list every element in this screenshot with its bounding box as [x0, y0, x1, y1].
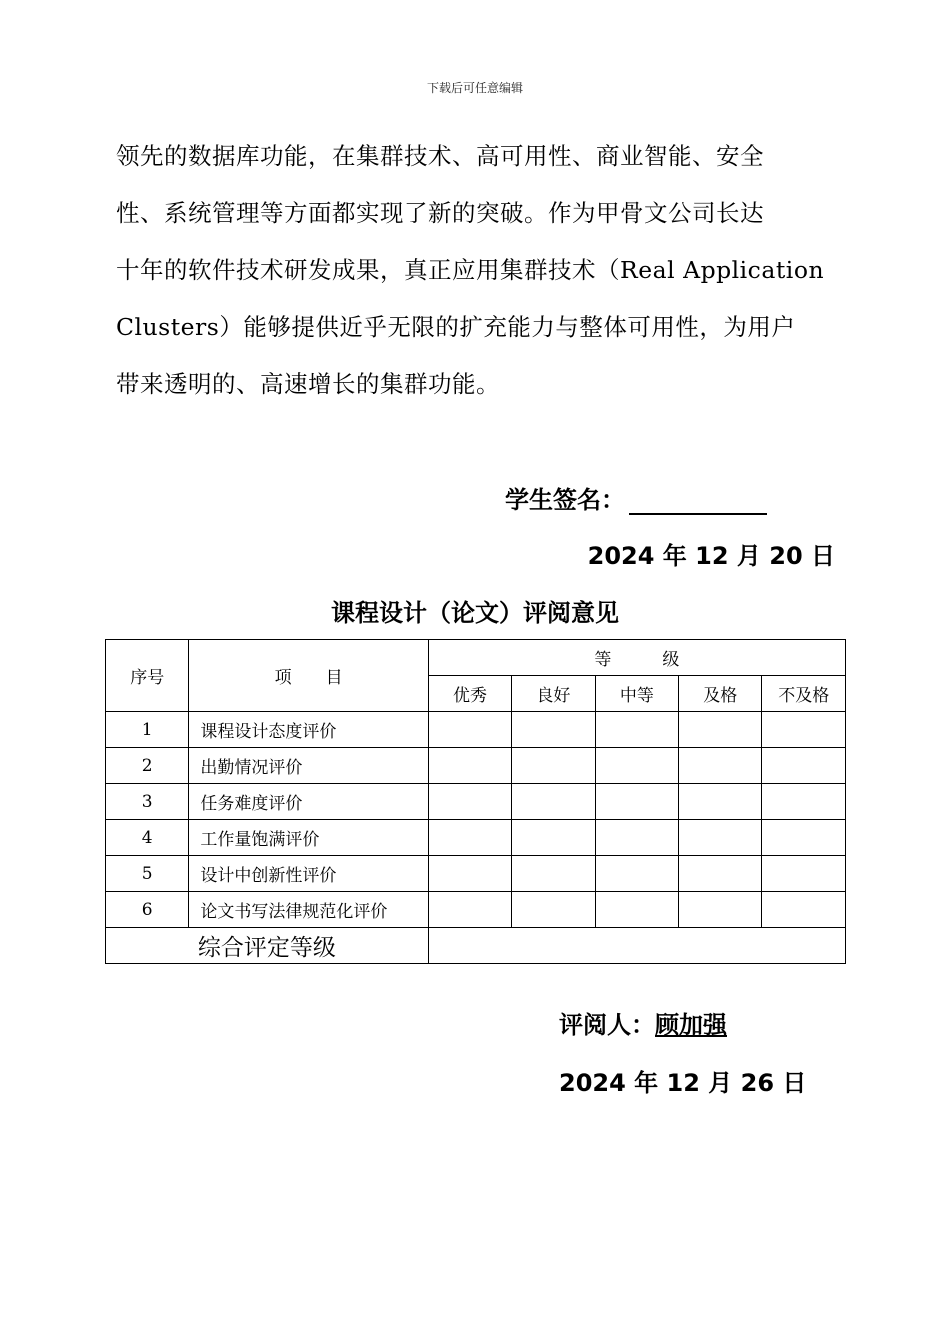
grade-cell[interactable]	[762, 712, 846, 748]
grade-cell[interactable]	[595, 784, 678, 820]
grade-pass: 及格	[679, 676, 762, 712]
row-item: 工作量饱满评价	[189, 820, 428, 856]
final-grade-row	[106, 928, 846, 964]
table-row	[106, 892, 846, 928]
row-no: 5	[106, 856, 189, 892]
grade-medium: 中等	[595, 676, 678, 712]
grade-cell[interactable]	[512, 820, 595, 856]
review-date: 2024 年 12 月 26 日	[559, 1069, 807, 1097]
grade-good: 良好	[512, 676, 595, 712]
grade-cell[interactable]	[679, 856, 762, 892]
grade-cell[interactable]	[762, 820, 846, 856]
row-item: 论文书写法律规范化评价	[189, 892, 428, 928]
grade-cell[interactable]	[512, 712, 595, 748]
paragraph-line: 十年的软件技术研发成果，真正应用集群技术（Real Application	[116, 256, 825, 284]
grade-cell[interactable]	[595, 748, 678, 784]
grade-cell[interactable]	[679, 784, 762, 820]
grade-cell[interactable]	[679, 892, 762, 928]
row-item: 任务难度评价	[189, 784, 428, 820]
grade-cell[interactable]	[428, 784, 511, 820]
reviewer-line	[559, 1005, 727, 1040]
header-grade: 等 级	[428, 640, 845, 676]
grade-cell[interactable]	[512, 784, 595, 820]
reviewer-label: 评阅人：	[559, 1011, 655, 1039]
grade-cell[interactable]	[595, 892, 678, 928]
grade-cell[interactable]	[428, 892, 511, 928]
grade-cell[interactable]	[762, 856, 846, 892]
student-signature	[505, 480, 767, 515]
grade-cell[interactable]	[428, 856, 511, 892]
paragraph-line: 性、系统管理等方面都实现了新的突破。作为甲骨文公司长达	[116, 199, 764, 227]
header-note: 下载后可任意编辑	[426, 81, 523, 95]
paragraph-line: Clusters）能够提供近乎无限的扩充能力与整体可用性，为用户	[116, 313, 796, 341]
table-row	[106, 784, 846, 820]
reviewer-name: 顾加强	[655, 1011, 727, 1039]
header-no: 序号	[106, 640, 189, 712]
grade-cell[interactable]	[762, 784, 846, 820]
grade-cell[interactable]	[762, 892, 846, 928]
row-item: 出勤情况评价	[189, 748, 428, 784]
body-paragraph	[116, 128, 836, 413]
grade-cell[interactable]	[428, 712, 511, 748]
grade-cell[interactable]	[512, 892, 595, 928]
header-item: 项 目	[189, 640, 428, 712]
grade-cell[interactable]	[679, 748, 762, 784]
row-item: 课程设计态度评价	[189, 712, 428, 748]
row-no: 1	[106, 712, 189, 748]
grade-cell[interactable]	[595, 712, 678, 748]
grade-cell[interactable]	[428, 820, 511, 856]
grade-table	[105, 639, 846, 964]
grade-fail: 不及格	[762, 676, 846, 712]
final-grade-label: 综合评定等级	[106, 928, 429, 964]
table-row	[106, 748, 846, 784]
grade-cell[interactable]	[595, 820, 678, 856]
grade-cell[interactable]	[679, 712, 762, 748]
row-no: 4	[106, 820, 189, 856]
row-no: 3	[106, 784, 189, 820]
row-item: 设计中创新性评价	[189, 856, 428, 892]
signature-label: 学生签名：	[505, 486, 625, 514]
grade-cell[interactable]	[428, 748, 511, 784]
table-header-row	[106, 640, 846, 676]
grade-cell[interactable]	[762, 748, 846, 784]
signature-blank-line	[629, 491, 767, 515]
table-row	[106, 856, 846, 892]
student-date: 2024 年 12 月 20 日	[587, 542, 835, 570]
grade-cell[interactable]	[512, 856, 595, 892]
row-no: 2	[106, 748, 189, 784]
table-row	[106, 712, 846, 748]
grade-cell[interactable]	[595, 856, 678, 892]
grade-cell[interactable]	[512, 748, 595, 784]
grade-cell[interactable]	[679, 820, 762, 856]
table-row	[106, 820, 846, 856]
review-title: 课程设计（论文）评阅意见	[331, 599, 619, 627]
row-no: 6	[106, 892, 189, 928]
paragraph-line: 领先的数据库功能，在集群技术、高可用性、商业智能、安全	[116, 142, 764, 170]
final-grade-cell[interactable]	[428, 928, 845, 964]
grade-excellent: 优秀	[428, 676, 511, 712]
paragraph-line: 带来透明的、高速增长的集群功能。	[116, 370, 500, 398]
